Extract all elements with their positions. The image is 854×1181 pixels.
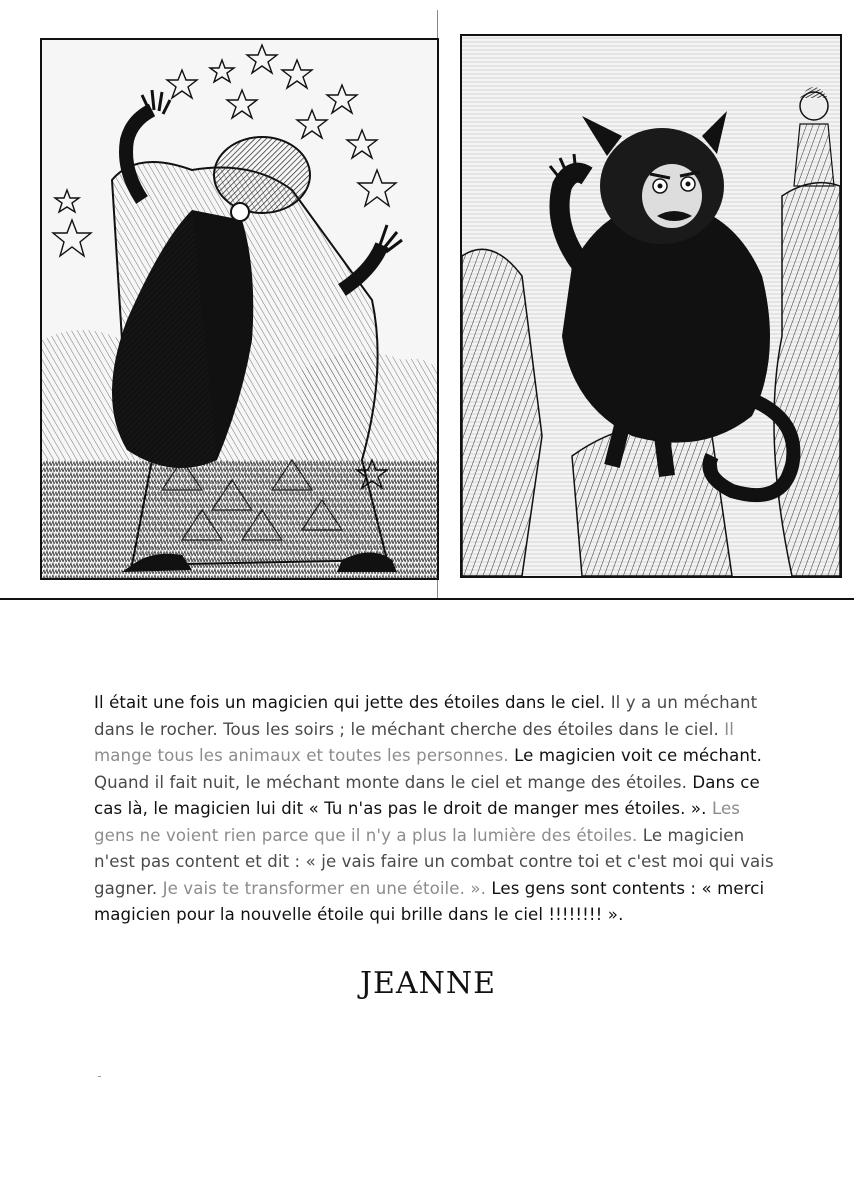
story-segment: Il était une fois un magicien qui jette des étoiles dans le ciel. <box>94 693 611 712</box>
story-segment: Le magicien voit ce méchant. <box>514 746 762 765</box>
small-figure <box>794 87 834 186</box>
story-segment: Les gens sont contents : « merci magicien pour la nouvelle étoile qui brille dans le ciel !!!!!!!! ». <box>94 878 765 924</box>
story-segment: Quand il fait nuit, le méchant monte dans le ciel et mange des étoiles. <box>94 772 693 792</box>
scan-speck <box>98 1076 101 1077</box>
story-segment: Les gens ne voient rien parce que il n'y a plus la lumière des étoiles. <box>94 799 741 845</box>
author-signature: JEANNE <box>360 966 496 1001</box>
story-segment: Dans ce cas là, le magicien lui dit « Tu n'as pas le droit de manger mes étoiles. ». <box>94 772 760 818</box>
story-segment: Il mange tous les animaux et toutes les personnes. <box>94 719 734 765</box>
magician-turban <box>214 137 310 213</box>
magician-drawing <box>42 40 437 578</box>
page-fold-line <box>0 598 854 600</box>
story-text <box>94 690 774 929</box>
story-segment: Le magicien n'est pas content et dit : « je vais faire un combat contre toi et c'est moi qui vais gagner. <box>94 825 774 898</box>
story-segment: Il y a un méchant dans le rocher. Tous les soirs ; le méchant cherche des étoiles dans le ciel. <box>94 693 758 739</box>
story-segment: Je vais te transformer en une étoile. ». <box>162 878 492 898</box>
illustration-monster <box>460 34 842 578</box>
monster-drawing <box>462 36 840 576</box>
illustration-magician <box>40 38 439 580</box>
